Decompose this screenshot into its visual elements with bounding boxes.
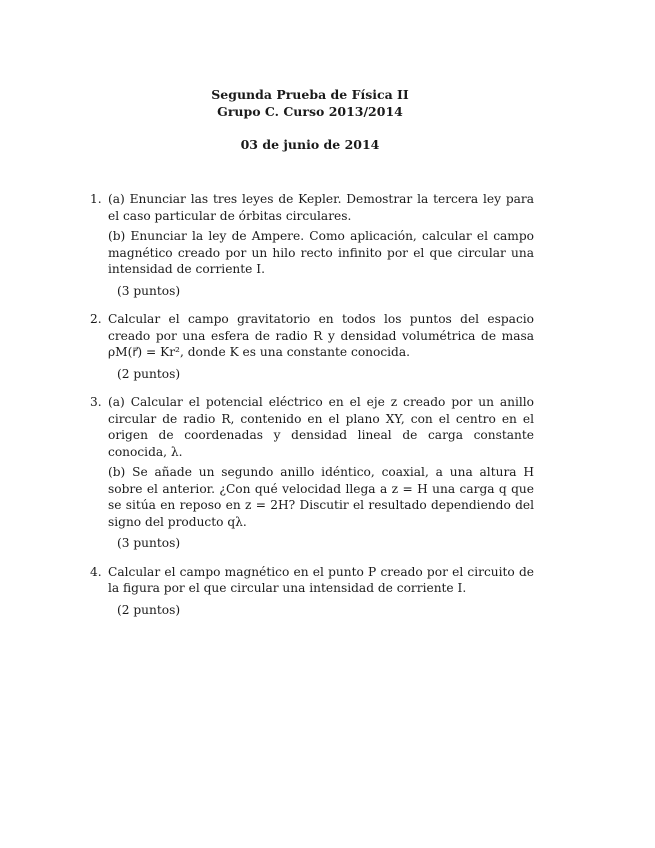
question-text: Calcular el campo magnético en el punto P creado por el circuito de la figura por el que circular una intensidad de corriente I.: [108, 564, 534, 595]
question-3: [90, 394, 534, 552]
question-number: 1.: [90, 192, 102, 206]
question-points: (2 puntos): [117, 602, 181, 617]
exam-title: Segunda Prueba de Física II: [211, 87, 409, 102]
question-points: (3 puntos): [117, 536, 181, 550]
question-part-a: (a) Enunciar las tres leyes de Kepler. Demostrar la tercera ley para el caso particular de órbitas circulares.: [108, 192, 534, 223]
question-number: 3.: [90, 395, 102, 409]
question-4: [90, 564, 534, 619]
question-list: [90, 191, 534, 630]
question-1: [90, 191, 534, 299]
question-part-a: (a) Calcular el potencial eléctrico en el eje z creado por un anillo circular de radio R, contenido en el plano XY, con el centro en el origen de coordenadas y densidad lineal de carga constante conocida, λ.: [108, 395, 534, 459]
question-number: 2.: [90, 312, 102, 326]
question-2: [90, 311, 534, 382]
exam-header: [0, 86, 620, 153]
exam-date: 03 de junio de 2014: [240, 137, 380, 152]
exam-subtitle: Grupo C. Curso 2013/2014: [217, 104, 403, 119]
question-points: (2 puntos): [117, 366, 181, 381]
question-number: 4.: [90, 564, 102, 579]
question-part-b: (b) Se añade un segundo anillo idéntico, coaxial, a una altura H sobre el anterior. ¿Con qué velocidad llega a z = H una carga q que se sitúa en reposo en z = 2H? Discutir el resultado dependiendo del signo del producto qλ.: [108, 465, 534, 529]
question-points: (3 puntos): [117, 283, 181, 298]
question-text: Calcular el campo gravitatorio en todos los puntos del espacio creado por una esfera de radio R y densidad volumétrica de masa ρM(r⃗) = Kr², donde K es una constante conocida.: [108, 312, 534, 359]
question-part-b: (b) Enunciar la ley de Ampere. Como aplicación, calcular el campo magnético creado por un hilo recto infinito por el que circular una intensidad de corriente I.: [108, 229, 534, 276]
